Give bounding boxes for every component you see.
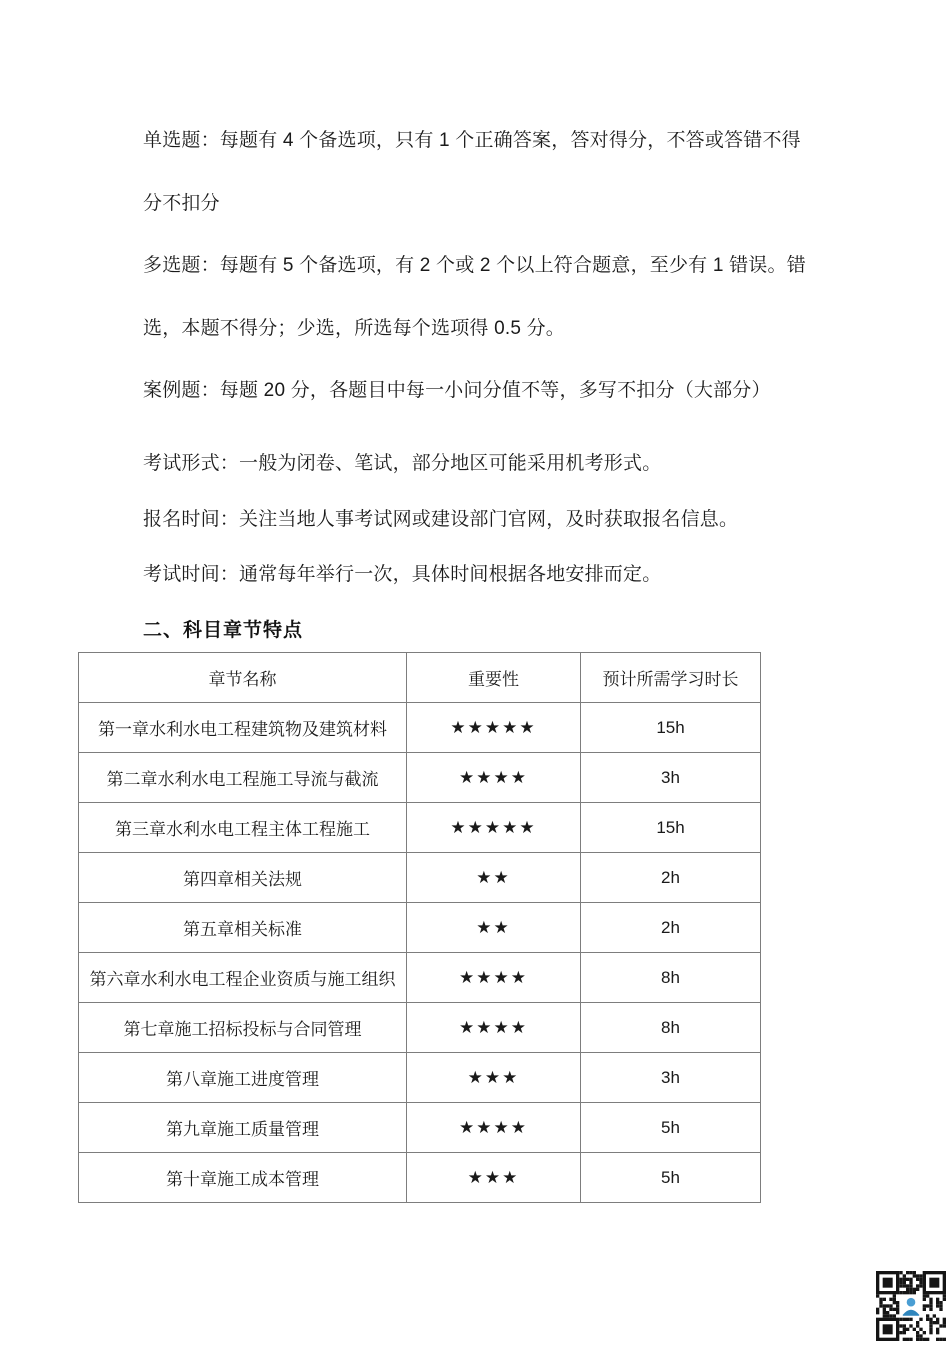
chapter-name-cell: 第一章水利水电工程建筑物及建筑材料 [79,703,407,753]
section-heading: 二、科目章节特点 [143,620,304,641]
body-text-line: 考试时间：通常每年举行一次，具体时间根据各地安排而定。 [143,564,662,585]
person-icon [900,1295,922,1317]
study-time-cell: 2h [581,853,761,903]
study-time-cell: 5h [581,1103,761,1153]
table-header-row [79,653,761,703]
body-text-line: 选，本题不得分；少选，所选每个选项得 0.5 分。 [143,318,565,339]
chapters-table [78,652,761,1203]
chapter-name-cell: 第七章施工招标投标与合同管理 [79,1003,407,1053]
table-row [79,903,761,953]
chapter-name-cell: 第三章水利水电工程主体工程施工 [79,803,407,853]
table-row [79,953,761,1003]
importance-stars-cell: ★★★★ [407,753,581,803]
study-time-cell: 15h [581,803,761,853]
table-row [79,1003,761,1053]
chapter-name-cell: 第十章施工成本管理 [79,1153,407,1203]
table-header-chapter: 章节名称 [79,653,407,703]
importance-stars-cell: ★★★★★ [407,703,581,753]
study-time-cell: 2h [581,903,761,953]
table-row [79,1053,761,1103]
body-text-line: 多选题：每题有 5 个备选项，有 2 个或 2 个以上符合题意，至少有 1 错误。错 [143,255,806,276]
table-row [79,753,761,803]
table-row [79,1153,761,1203]
body-text-line: 考试形式：一般为闭卷、笔试，部分地区可能采用机考形式。 [143,453,662,474]
chapter-name-cell: 第九章施工质量管理 [79,1103,407,1153]
qr-code [876,1271,946,1341]
chapter-name-cell: 第五章相关标准 [79,903,407,953]
importance-stars-cell: ★★ [407,903,581,953]
study-time-cell: 8h [581,1003,761,1053]
table-row [79,853,761,903]
table-header-study-time: 预计所需学习时长 [581,653,761,703]
body-text-line: 案例题：每题 20 分，各题目中每一小问分值不等，多写不扣分（大部分） [143,380,771,401]
study-time-cell: 5h [581,1153,761,1203]
table-row [79,703,761,753]
body-text-line: 单选题：每题有 4 个备选项，只有 1 个正确答案，答对得分，不答或答错不得 [143,130,801,151]
body-text-line: 报名时间：关注当地人事考试网或建设部门官网，及时获取报名信息。 [143,509,739,530]
body-text-line: 分不扣分 [143,193,220,214]
table-row [79,803,761,853]
chapter-name-cell: 第二章水利水电工程施工导流与截流 [79,753,407,803]
chapter-name-cell: 第四章相关法规 [79,853,407,903]
importance-stars-cell: ★★★ [407,1053,581,1103]
study-time-cell: 3h [581,753,761,803]
study-time-cell: 8h [581,953,761,1003]
importance-stars-cell: ★★★★ [407,1003,581,1053]
importance-stars-cell: ★★★★ [407,1103,581,1153]
study-time-cell: 15h [581,703,761,753]
importance-stars-cell: ★★ [407,853,581,903]
importance-stars-cell: ★★★★ [407,953,581,1003]
table-row [79,1103,761,1153]
importance-stars-cell: ★★★★★ [407,803,581,853]
importance-stars-cell: ★★★ [407,1153,581,1203]
chapter-name-cell: 第八章施工进度管理 [79,1053,407,1103]
table-header-importance: 重要性 [407,653,581,703]
study-time-cell: 3h [581,1053,761,1103]
chapter-name-cell: 第六章水利水电工程企业资质与施工组织 [79,953,407,1003]
